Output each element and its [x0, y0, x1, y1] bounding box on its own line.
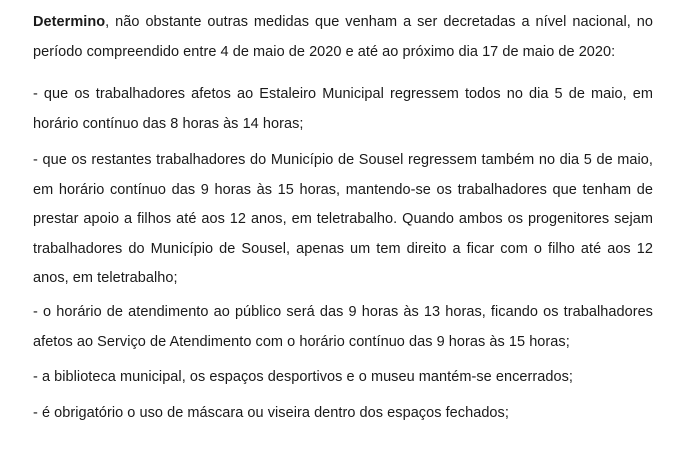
- intro-paragraph: [33, 8, 653, 67]
- item-restantes-trabalhadores: - que os restantes trabalhadores do Município de Sousel regressem também no dia 5 de maio, em horário contínuo das 9 horas às 15 horas, mantendo-se os trabalhadores que tenham de prestar apoio a filhos até aos 12 anos, em teletrabalho. Quando ambos os progenitores sejam trabalhadores do Município de Sousel, apenas um tem direito a ficar com o filho até aos 12 anos, em teletrabalho;: [33, 152, 653, 286]
- intro-bold-lead: Determino: [33, 14, 106, 30]
- item-biblioteca: - a biblioteca municipal, os espaços desportivos e o museu mantém-se encerrados;: [33, 369, 573, 385]
- item-horario-atendimento: - o horário de atendimento ao público será das 9 horas às 13 horas, ficando os trabalhadores afetos ao Serviço de Atendimento com o horário contínuo das 9 horas às 15 horas;: [33, 304, 653, 350]
- item-estaleiro: - que os trabalhadores afetos ao Estaleiro Municipal regressem todos no dia 5 de maio, em horário contínuo das 8 horas às 14 horas;: [33, 86, 653, 132]
- item-mascara: - é obrigatório o uso de máscara ou viseira dentro dos espaços fechados;: [33, 405, 509, 421]
- intro-text: , não obstante outras medidas que venham a ser decretadas a nível nacional, no período compreendido entre 4 de maio de 2020 e até ao próximo dia 17 de maio de 2020:: [33, 14, 653, 60]
